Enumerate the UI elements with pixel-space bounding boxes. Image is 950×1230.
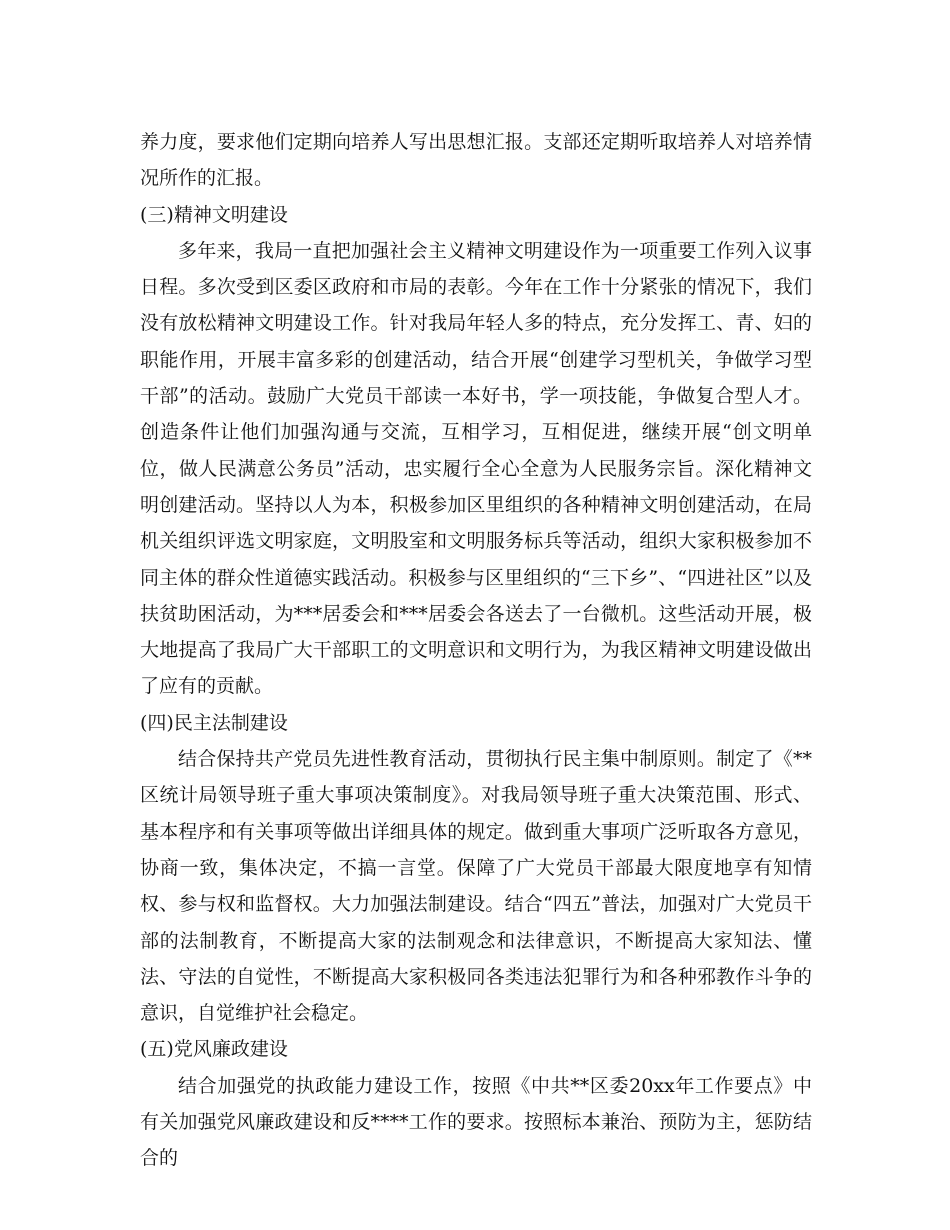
document-body	[140, 124, 812, 1177]
paragraph-continuation: 养力度，要求他们定期向培养人写出思想汇报。支部还定期听取培养人对培养情况所作的汇报。	[140, 131, 812, 190]
paragraph-democracy-legal: 结合保持共产党员先进性教育活动，贯彻执行民主集中制原则。制定了《**区统计局领导班子重大事项决策制度》。对我局领导班子重大决策范围、形式、基本程序和有关事项等做出详细具体的规定。做到重大事项广泛听取各方意见，协商一致，集体决定，不搞一言堂。保障了广大党员干部最大限度地享有知情权、参与权和监督权。大力加强法制建设。结合“四五”普法，加强对广大党员干部的法制教育，不断提高大家的法制观念和法律意识，不断提高大家知法、懂法、守法的自觉性，不断提高大家积极同各类违法犯罪行为和各种邪教作斗争的意识，自觉维护社会稳定。	[140, 748, 812, 1025]
paragraph-spiritual-civilization: 多年来，我局一直把加强社会主义精神文明建设作为一项重要工作列入议事日程。多次受到区委区政府和市局的表彰。今年在工作十分紧张的情况下，我们没有放松精神文明建设工作。针对我局年轻人多的特点，充分发挥工、青、妇的职能作用，开展丰富多彩的创建活动，结合开展“创建学习型机关，争做学习型干部”的活动。鼓励广大党员干部读一本好书，学一项技能，争做复合型人才。创造条件让他们加强沟通与交流，互相学习，互相促进，继续开展“创文明单位，做人民满意公务员”活动，忠实履行全心全意为人民服务宗旨。深化精神文明创建活动。坚持以人为本，积极参加区里组织的各种精神文明创建活动，在局机关组织评选文明家庭，文明股室和文明服务标兵等活动，组织大家积极参加不同主体的群众性道德实践活动。积极参与区里组织的“三下乡”、“四进社区”以及扶贫助困活动，为***居委会和***居委会各送去了一台微机。这些活动开展，极大地提高了我局广大干部职工的文明意识和文明行为，为我区精神文明建设做出了应有的贡献。	[140, 239, 812, 698]
section-heading-democracy-legal: (四)民主法制建设	[140, 711, 288, 734]
paragraph-party-conduct: 结合加强党的执政能力建设工作，按照《中共**区委20xx年工作要点》中有关加强党风廉政建设和反****工作的要求。按照标本兼治、预防为主，惩防结合的	[140, 1074, 812, 1170]
section-heading-spiritual-civilization: (三)精神文明建设	[140, 203, 288, 226]
section-heading-party-conduct: (五)党风廉政建设	[140, 1038, 288, 1061]
